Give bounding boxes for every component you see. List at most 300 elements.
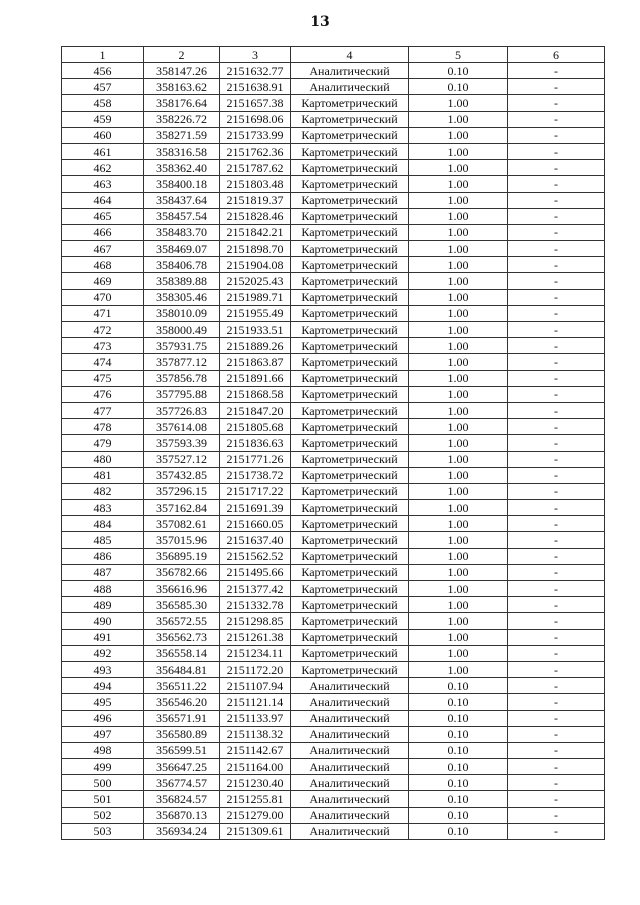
cell-point-number: 487 [62, 564, 144, 580]
cell-point-number: 480 [62, 451, 144, 467]
cell-coordinate-y: 2151298.85 [220, 613, 291, 629]
cell-note: - [508, 63, 605, 79]
table-row [62, 775, 605, 791]
cell-coordinate-y: 2151234.11 [220, 645, 291, 661]
cell-point-number: 495 [62, 694, 144, 710]
table-row [62, 241, 605, 257]
cell-note: - [508, 548, 605, 564]
table-row [62, 289, 605, 305]
cell-method: Картометрический [291, 305, 409, 321]
cell-note: - [508, 208, 605, 224]
cell-coordinate-y: 2151255.81 [220, 791, 291, 807]
cell-precision: 1.00 [409, 305, 508, 321]
cell-coordinate-x: 356647.25 [144, 759, 220, 775]
cell-coordinate-y: 2151107.94 [220, 678, 291, 694]
column-header: 4 [291, 47, 409, 63]
column-header: 5 [409, 47, 508, 63]
cell-precision: 1.00 [409, 192, 508, 208]
cell-precision: 1.00 [409, 597, 508, 613]
cell-coordinate-x: 358305.46 [144, 289, 220, 305]
cell-precision: 1.00 [409, 289, 508, 305]
table-row [62, 224, 605, 240]
cell-method: Аналитический [291, 79, 409, 95]
cell-coordinate-y: 2152025.43 [220, 273, 291, 289]
cell-coordinate-y: 2151495.66 [220, 564, 291, 580]
cell-note: - [508, 127, 605, 143]
cell-note: - [508, 483, 605, 499]
cell-note: - [508, 823, 605, 839]
cell-point-number: 458 [62, 95, 144, 111]
table-row [62, 645, 605, 661]
cell-coordinate-x: 356599.51 [144, 742, 220, 758]
cell-point-number: 470 [62, 289, 144, 305]
cell-point-number: 460 [62, 127, 144, 143]
column-header: 1 [62, 47, 144, 63]
cell-coordinate-y: 2151805.68 [220, 419, 291, 435]
cell-coordinate-x: 358271.59 [144, 127, 220, 143]
cell-coordinate-y: 2151660.05 [220, 516, 291, 532]
table-row [62, 370, 605, 386]
cell-method: Картометрический [291, 581, 409, 597]
table-row [62, 710, 605, 726]
cell-point-number: 484 [62, 516, 144, 532]
cell-precision: 1.00 [409, 111, 508, 127]
cell-method: Картометрический [291, 629, 409, 645]
page-number: 13 [310, 14, 330, 30]
cell-coordinate-y: 2151842.21 [220, 224, 291, 240]
cell-coordinate-y: 2151717.22 [220, 483, 291, 499]
cell-precision: 0.10 [409, 791, 508, 807]
cell-coordinate-y: 2151933.51 [220, 322, 291, 338]
table-row [62, 613, 605, 629]
cell-note: - [508, 467, 605, 483]
cell-point-number: 489 [62, 597, 144, 613]
cell-point-number: 490 [62, 613, 144, 629]
cell-note: - [508, 305, 605, 321]
cell-method: Картометрический [291, 338, 409, 354]
cell-method: Картометрический [291, 111, 409, 127]
cell-point-number: 491 [62, 629, 144, 645]
cell-coordinate-y: 2151955.49 [220, 305, 291, 321]
cell-coordinate-y: 2151261.38 [220, 629, 291, 645]
cell-point-number: 469 [62, 273, 144, 289]
cell-coordinate-x: 358362.40 [144, 160, 220, 176]
cell-method: Аналитический [291, 742, 409, 758]
table-row [62, 451, 605, 467]
cell-coordinate-x: 357931.75 [144, 338, 220, 354]
cell-method: Картометрический [291, 257, 409, 273]
cell-method: Картометрический [291, 483, 409, 499]
cell-precision: 1.00 [409, 95, 508, 111]
cell-coordinate-x: 356895.19 [144, 548, 220, 564]
cell-method: Картометрический [291, 435, 409, 451]
cell-method: Картометрический [291, 451, 409, 467]
cell-coordinate-x: 356824.57 [144, 791, 220, 807]
cell-coordinate-x: 356580.89 [144, 726, 220, 742]
cell-coordinate-x: 357856.78 [144, 370, 220, 386]
cell-coordinate-x: 357296.15 [144, 483, 220, 499]
cell-coordinate-y: 2151733.99 [220, 127, 291, 143]
cell-coordinate-x: 358406.78 [144, 257, 220, 273]
cell-precision: 1.00 [409, 516, 508, 532]
cell-coordinate-x: 358400.18 [144, 176, 220, 192]
cell-precision: 1.00 [409, 176, 508, 192]
cell-method: Картометрический [291, 370, 409, 386]
table-row [62, 823, 605, 839]
cell-method: Аналитический [291, 807, 409, 823]
table-row [62, 160, 605, 176]
cell-coordinate-y: 2151309.61 [220, 823, 291, 839]
cell-coordinate-y: 2151172.20 [220, 661, 291, 677]
cell-coordinate-x: 356572.55 [144, 613, 220, 629]
table-body [62, 63, 605, 840]
cell-coordinate-x: 356571.91 [144, 710, 220, 726]
cell-method: Аналитический [291, 710, 409, 726]
cell-precision: 1.00 [409, 564, 508, 580]
cell-note: - [508, 176, 605, 192]
cell-coordinate-x: 358389.88 [144, 273, 220, 289]
cell-precision: 1.00 [409, 224, 508, 240]
cell-note: - [508, 661, 605, 677]
cell-note: - [508, 564, 605, 580]
cell-point-number: 502 [62, 807, 144, 823]
cell-precision: 1.00 [409, 581, 508, 597]
cell-precision: 1.00 [409, 273, 508, 289]
cell-coordinate-x: 356484.81 [144, 661, 220, 677]
cell-coordinate-y: 2151904.08 [220, 257, 291, 273]
cell-coordinate-y: 2151771.26 [220, 451, 291, 467]
cell-precision: 0.10 [409, 742, 508, 758]
table-row [62, 564, 605, 580]
cell-coordinate-y: 2151836.63 [220, 435, 291, 451]
column-header: 3 [220, 47, 291, 63]
cell-method: Картометрический [291, 548, 409, 564]
cell-coordinate-y: 2151738.72 [220, 467, 291, 483]
cell-coordinate-x: 357432.85 [144, 467, 220, 483]
cell-note: - [508, 678, 605, 694]
cell-method: Картометрический [291, 354, 409, 370]
cell-coordinate-x: 358316.58 [144, 143, 220, 159]
cell-coordinate-y: 2151230.40 [220, 775, 291, 791]
table-row [62, 127, 605, 143]
cell-coordinate-x: 358483.70 [144, 224, 220, 240]
cell-coordinate-y: 2151332.78 [220, 597, 291, 613]
cell-coordinate-x: 357614.08 [144, 419, 220, 435]
cell-coordinate-y: 2151819.37 [220, 192, 291, 208]
cell-method: Аналитический [291, 678, 409, 694]
cell-precision: 1.00 [409, 322, 508, 338]
table-row [62, 548, 605, 564]
cell-note: - [508, 386, 605, 402]
cell-method: Картометрический [291, 645, 409, 661]
cell-coordinate-x: 358176.64 [144, 95, 220, 111]
table-header-row [62, 47, 605, 63]
cell-point-number: 456 [62, 63, 144, 79]
cell-note: - [508, 435, 605, 451]
cell-coordinate-x: 358147.26 [144, 63, 220, 79]
cell-method: Картометрический [291, 322, 409, 338]
cell-coordinate-y: 2151377.42 [220, 581, 291, 597]
cell-point-number: 499 [62, 759, 144, 775]
cell-point-number: 477 [62, 402, 144, 418]
table-row [62, 192, 605, 208]
cell-coordinate-x: 358226.72 [144, 111, 220, 127]
table-row [62, 694, 605, 710]
cell-note: - [508, 224, 605, 240]
cell-coordinate-x: 358163.62 [144, 79, 220, 95]
cell-point-number: 485 [62, 532, 144, 548]
cell-coordinate-x: 357015.96 [144, 532, 220, 548]
table-row [62, 208, 605, 224]
cell-note: - [508, 581, 605, 597]
cell-precision: 1.00 [409, 451, 508, 467]
cell-coordinate-x: 358457.54 [144, 208, 220, 224]
cell-point-number: 476 [62, 386, 144, 402]
cell-coordinate-x: 356546.20 [144, 694, 220, 710]
cell-note: - [508, 451, 605, 467]
cell-coordinate-y: 2151787.62 [220, 160, 291, 176]
table-row [62, 338, 605, 354]
cell-precision: 1.00 [409, 629, 508, 645]
cell-note: - [508, 419, 605, 435]
cell-precision: 1.00 [409, 257, 508, 273]
cell-method: Картометрический [291, 95, 409, 111]
cell-coordinate-y: 2151691.39 [220, 500, 291, 516]
cell-precision: 1.00 [409, 208, 508, 224]
table-row [62, 435, 605, 451]
cell-precision: 1.00 [409, 467, 508, 483]
cell-point-number: 497 [62, 726, 144, 742]
table-row [62, 322, 605, 338]
cell-coordinate-y: 2151279.00 [220, 807, 291, 823]
cell-point-number: 503 [62, 823, 144, 839]
cell-coordinate-x: 356616.96 [144, 581, 220, 597]
cell-note: - [508, 775, 605, 791]
cell-note: - [508, 710, 605, 726]
table-row [62, 402, 605, 418]
cell-note: - [508, 613, 605, 629]
cell-coordinate-y: 2151637.40 [220, 532, 291, 548]
cell-coordinate-x: 357877.12 [144, 354, 220, 370]
cell-precision: 1.00 [409, 613, 508, 629]
table-row [62, 597, 605, 613]
cell-coordinate-x: 356585.30 [144, 597, 220, 613]
cell-precision: 0.10 [409, 775, 508, 791]
cell-coordinate-x: 357082.61 [144, 516, 220, 532]
cell-precision: 1.00 [409, 548, 508, 564]
cell-coordinate-x: 358010.09 [144, 305, 220, 321]
cell-method: Картометрический [291, 241, 409, 257]
cell-coordinate-x: 358437.64 [144, 192, 220, 208]
cell-note: - [508, 402, 605, 418]
table-row [62, 483, 605, 499]
cell-coordinate-x: 356562.73 [144, 629, 220, 645]
cell-method: Аналитический [291, 823, 409, 839]
cell-coordinate-y: 2151142.67 [220, 742, 291, 758]
cell-coordinate-x: 358469.07 [144, 241, 220, 257]
cell-point-number: 493 [62, 661, 144, 677]
cell-method: Аналитический [291, 775, 409, 791]
cell-note: - [508, 629, 605, 645]
cell-note: - [508, 742, 605, 758]
cell-note: - [508, 516, 605, 532]
cell-method: Картометрический [291, 273, 409, 289]
cell-point-number: 481 [62, 467, 144, 483]
cell-method: Аналитический [291, 726, 409, 742]
table-row [62, 791, 605, 807]
cell-note: - [508, 370, 605, 386]
cell-coordinate-y: 2151762.36 [220, 143, 291, 159]
cell-coordinate-x: 357593.39 [144, 435, 220, 451]
cell-note: - [508, 694, 605, 710]
cell-note: - [508, 273, 605, 289]
cell-note: - [508, 726, 605, 742]
table-row [62, 63, 605, 79]
cell-precision: 1.00 [409, 435, 508, 451]
cell-precision: 1.00 [409, 354, 508, 370]
cell-point-number: 459 [62, 111, 144, 127]
cell-point-number: 463 [62, 176, 144, 192]
table-row [62, 354, 605, 370]
table-row [62, 759, 605, 775]
cell-coordinate-y: 2151803.48 [220, 176, 291, 192]
cell-method: Картометрический [291, 532, 409, 548]
table-row [62, 176, 605, 192]
cell-note: - [508, 241, 605, 257]
cell-coordinate-y: 2151698.06 [220, 111, 291, 127]
table-row [62, 257, 605, 273]
cell-point-number: 464 [62, 192, 144, 208]
cell-method: Картометрический [291, 613, 409, 629]
cell-precision: 1.00 [409, 500, 508, 516]
table-row [62, 111, 605, 127]
cell-coordinate-x: 357795.88 [144, 386, 220, 402]
cell-point-number: 467 [62, 241, 144, 257]
cell-note: - [508, 532, 605, 548]
cell-precision: 0.10 [409, 726, 508, 742]
cell-coordinate-x: 356511.22 [144, 678, 220, 694]
cell-note: - [508, 759, 605, 775]
cell-precision: 0.10 [409, 79, 508, 95]
cell-precision: 0.10 [409, 678, 508, 694]
column-header: 6 [508, 47, 605, 63]
cell-point-number: 494 [62, 678, 144, 694]
cell-coordinate-x: 357726.83 [144, 402, 220, 418]
cell-method: Картометрический [291, 386, 409, 402]
cell-precision: 1.00 [409, 483, 508, 499]
cell-precision: 1.00 [409, 143, 508, 159]
cell-method: Картометрический [291, 516, 409, 532]
cell-coordinate-y: 2151898.70 [220, 241, 291, 257]
cell-note: - [508, 289, 605, 305]
cell-method: Картометрический [291, 661, 409, 677]
cell-coordinate-y: 2151121.14 [220, 694, 291, 710]
cell-coordinate-x: 358000.49 [144, 322, 220, 338]
cell-coordinate-y: 2151868.58 [220, 386, 291, 402]
cell-coordinate-y: 2151164.00 [220, 759, 291, 775]
cell-point-number: 496 [62, 710, 144, 726]
table-row [62, 500, 605, 516]
cell-method: Картометрический [291, 208, 409, 224]
cell-point-number: 457 [62, 79, 144, 95]
cell-note: - [508, 645, 605, 661]
cell-note: - [508, 143, 605, 159]
table-row [62, 79, 605, 95]
cell-precision: 1.00 [409, 127, 508, 143]
cell-note: - [508, 807, 605, 823]
cell-precision: 0.10 [409, 710, 508, 726]
cell-coordinate-x: 356782.66 [144, 564, 220, 580]
cell-coordinate-x: 356558.14 [144, 645, 220, 661]
cell-precision: 1.00 [409, 338, 508, 354]
cell-coordinate-y: 2151847.20 [220, 402, 291, 418]
cell-point-number: 465 [62, 208, 144, 224]
cell-method: Картометрический [291, 564, 409, 580]
table-row [62, 678, 605, 694]
cell-precision: 1.00 [409, 386, 508, 402]
cell-coordinate-y: 2151863.87 [220, 354, 291, 370]
cell-note: - [508, 79, 605, 95]
cell-precision: 0.10 [409, 823, 508, 839]
cell-method: Аналитический [291, 759, 409, 775]
cell-method: Картометрический [291, 500, 409, 516]
cell-coordinate-y: 2151891.66 [220, 370, 291, 386]
cell-method: Картометрический [291, 160, 409, 176]
cell-precision: 1.00 [409, 160, 508, 176]
cell-precision: 0.10 [409, 694, 508, 710]
cell-coordinate-y: 2151133.97 [220, 710, 291, 726]
cell-method: Аналитический [291, 791, 409, 807]
cell-precision: 1.00 [409, 532, 508, 548]
cell-coordinate-x: 356934.24 [144, 823, 220, 839]
cell-point-number: 471 [62, 305, 144, 321]
table-row [62, 726, 605, 742]
cell-point-number: 482 [62, 483, 144, 499]
cell-coordinate-y: 2151657.38 [220, 95, 291, 111]
cell-note: - [508, 597, 605, 613]
cell-point-number: 492 [62, 645, 144, 661]
cell-point-number: 486 [62, 548, 144, 564]
cell-note: - [508, 354, 605, 370]
cell-method: Аналитический [291, 694, 409, 710]
cell-coordinate-x: 357162.84 [144, 500, 220, 516]
cell-coordinate-y: 2151562.52 [220, 548, 291, 564]
cell-point-number: 474 [62, 354, 144, 370]
table-row [62, 629, 605, 645]
cell-coordinate-y: 2151632.77 [220, 63, 291, 79]
cell-point-number: 466 [62, 224, 144, 240]
cell-point-number: 501 [62, 791, 144, 807]
cell-coordinate-x: 356870.13 [144, 807, 220, 823]
cell-point-number: 473 [62, 338, 144, 354]
cell-precision: 0.10 [409, 807, 508, 823]
cell-precision: 1.00 [409, 661, 508, 677]
cell-point-number: 462 [62, 160, 144, 176]
cell-method: Картометрический [291, 402, 409, 418]
cell-precision: 0.10 [409, 63, 508, 79]
cell-note: - [508, 192, 605, 208]
cell-point-number: 478 [62, 419, 144, 435]
cell-coordinate-y: 2151989.71 [220, 289, 291, 305]
cell-precision: 1.00 [409, 419, 508, 435]
cell-method: Картометрический [291, 224, 409, 240]
cell-coordinate-x: 357527.12 [144, 451, 220, 467]
cell-precision: 1.00 [409, 370, 508, 386]
cell-note: - [508, 322, 605, 338]
cell-method: Картометрический [291, 192, 409, 208]
table-row [62, 516, 605, 532]
table-row [62, 467, 605, 483]
